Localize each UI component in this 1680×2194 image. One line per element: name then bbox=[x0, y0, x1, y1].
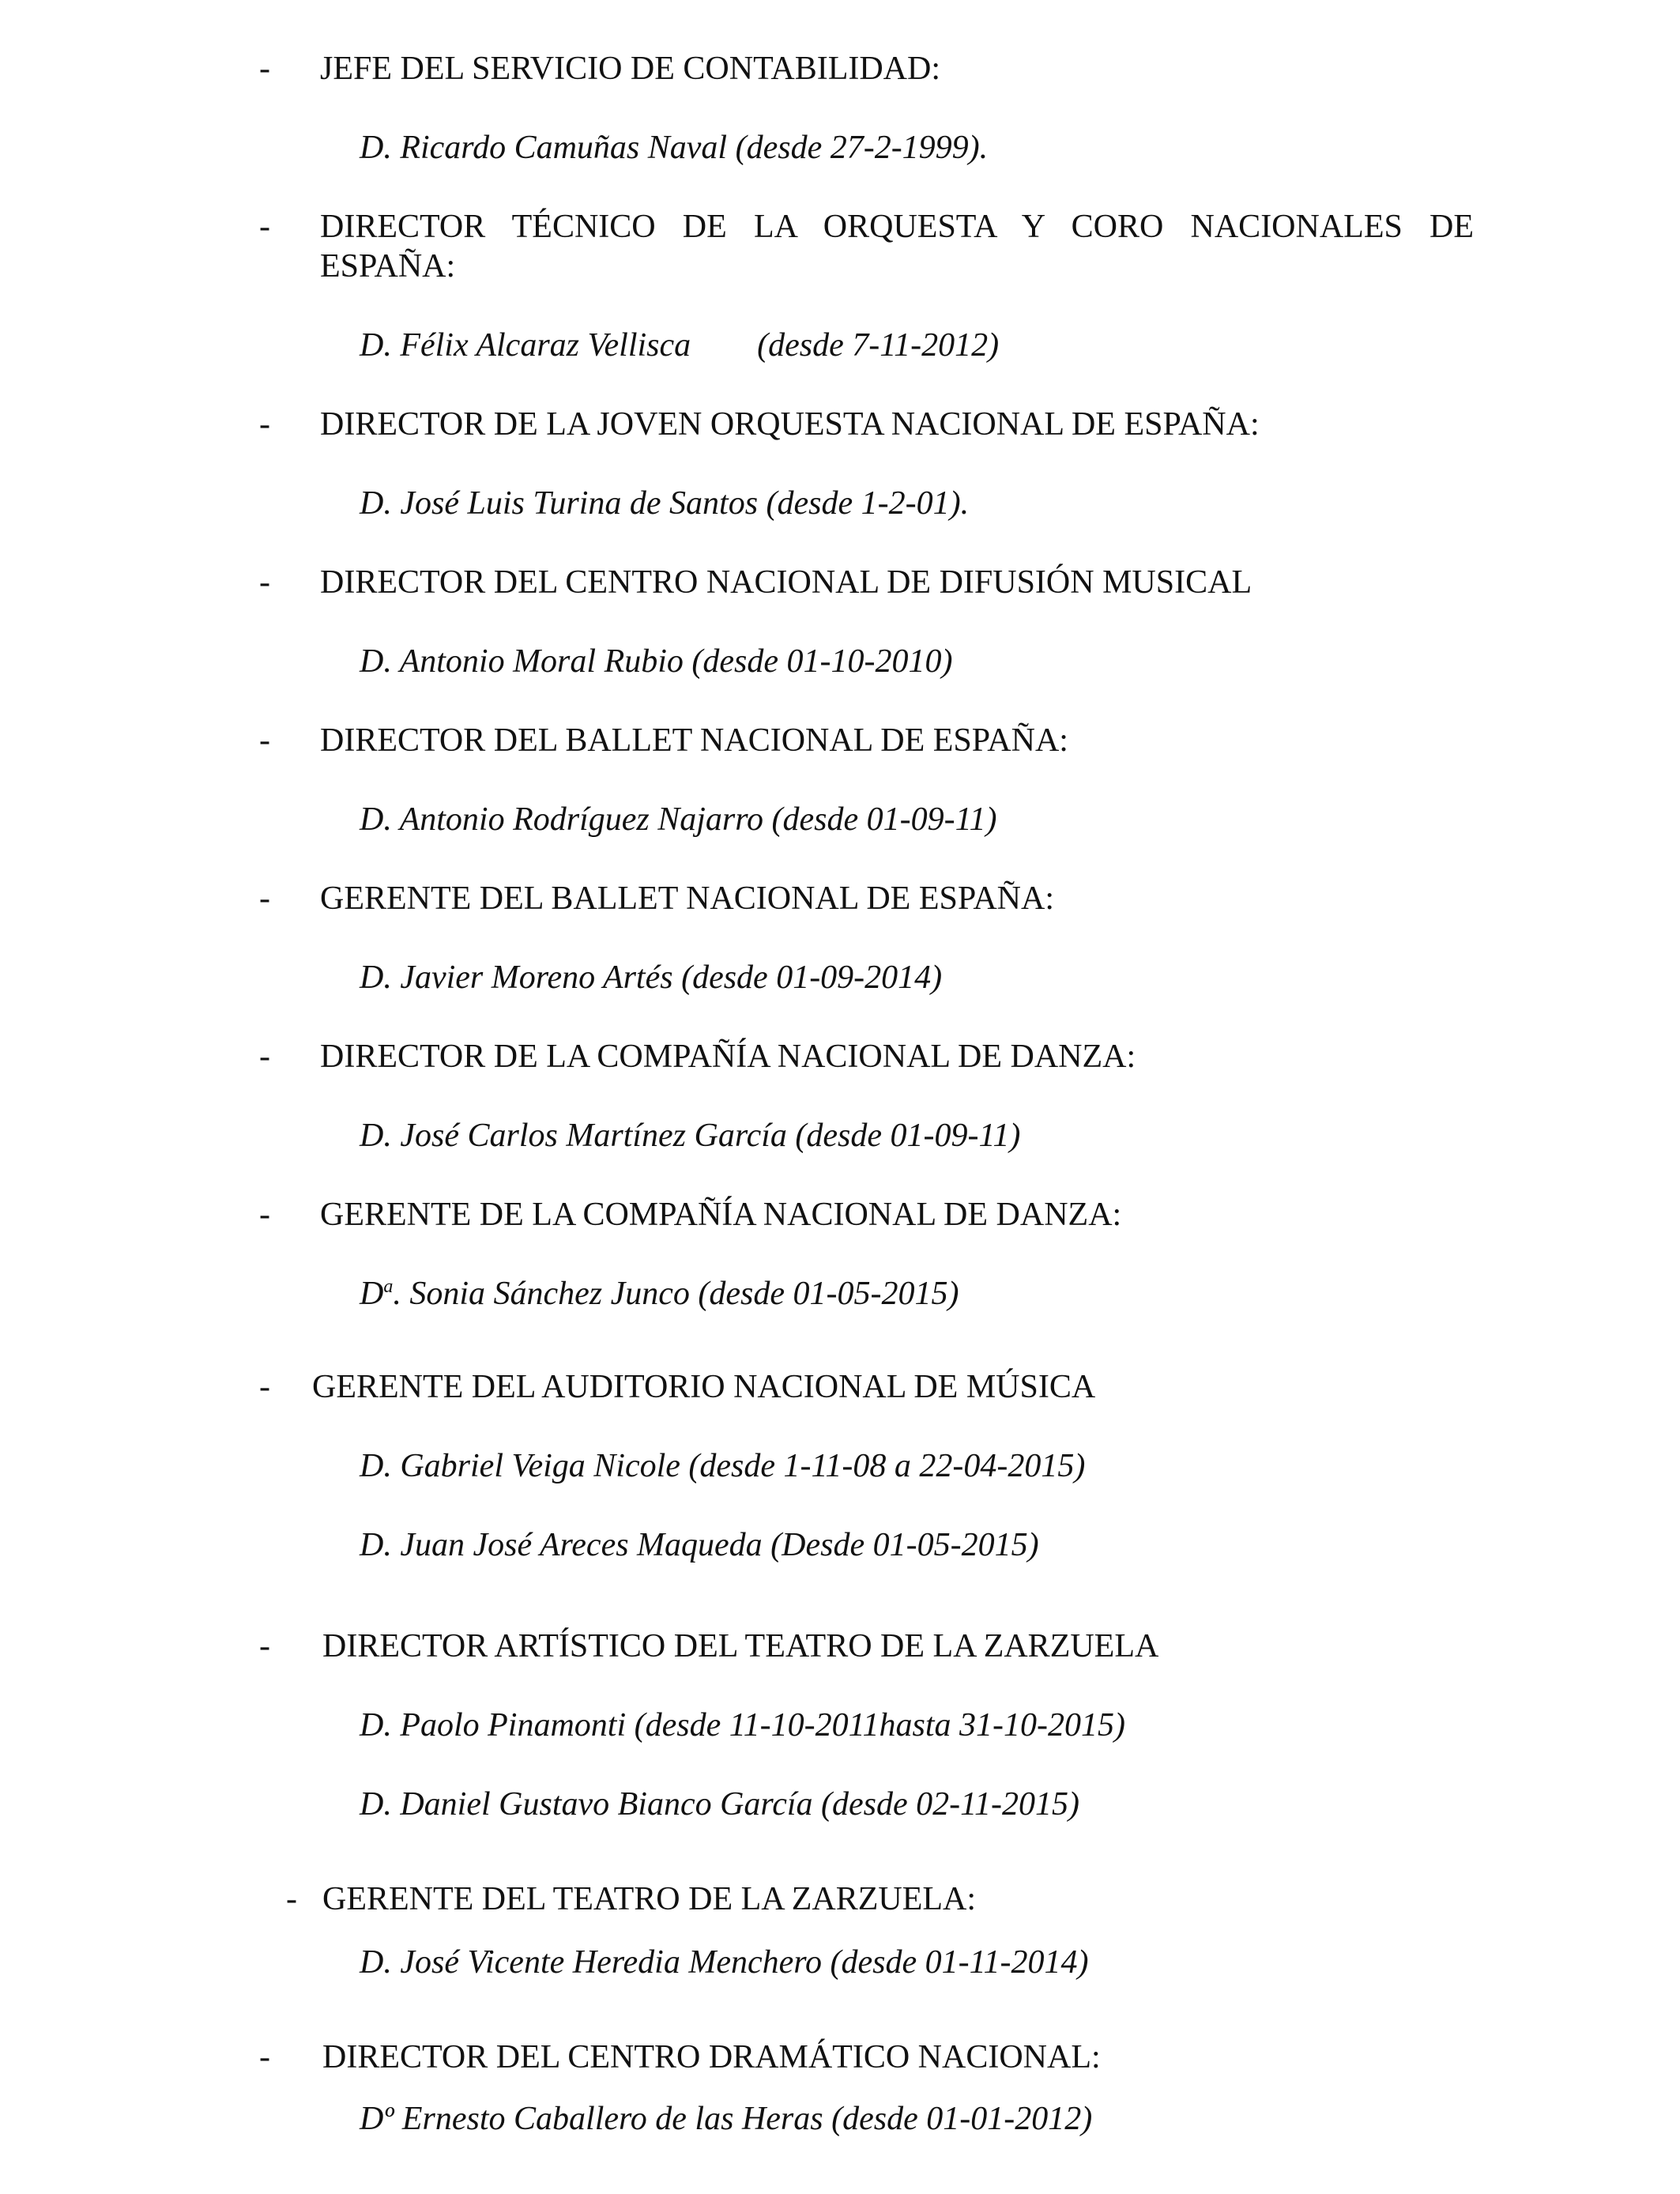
office-holder: D. Daniel Gustavo Bianco García (desde 02-11-2015) bbox=[360, 1786, 1079, 1823]
bullet-dash: - bbox=[259, 1628, 270, 1664]
office-holder: D. Antonio Moral Rubio (desde 01-10-2010) bbox=[360, 643, 953, 680]
position-title: JEFE DEL SERVICIO DE CONTABILIDAD: bbox=[320, 51, 940, 87]
office-holder: Dº Ernesto Caballero de las Heras (desde 01-01-2012) bbox=[360, 2101, 1093, 2137]
bullet-dash: - bbox=[259, 1039, 270, 1075]
name-superscript: a bbox=[383, 1276, 394, 1297]
office-holder: D. Antonio Rodríguez Najarro (desde 01-09-11) bbox=[360, 801, 997, 838]
position-title: DIRECTOR DEL CENTRO DRAMÁTICO NACIONAL: bbox=[322, 2039, 1101, 2075]
bullet-dash: - bbox=[259, 880, 270, 917]
office-holder: D. José Carlos Martínez García (desde 01-09-11) bbox=[360, 1118, 1021, 1154]
bullet-dash: - bbox=[259, 564, 270, 601]
position-title: GERENTE DEL AUDITORIO NACIONAL DE MÚSICA bbox=[312, 1369, 1096, 1405]
position-title-line-2: ESPAÑA: bbox=[320, 248, 456, 285]
position-title: DIRECTOR DE LA COMPAÑÍA NACIONAL DE DANZA: bbox=[320, 1039, 1136, 1075]
position-title: GERENTE DE LA COMPAÑÍA NACIONAL DE DANZA: bbox=[320, 1197, 1122, 1233]
bullet-dash: - bbox=[259, 51, 270, 87]
office-holder: D. José Vicente Heredia Menchero (desde 01-11-2014) bbox=[360, 1944, 1089, 1981]
office-holder: D. Javier Moreno Artés (desde 01-09-2014) bbox=[360, 959, 943, 996]
name-rest: . Sonia Sánchez Junco (desde 01-05-2015) bbox=[393, 1276, 959, 1312]
position-title: DIRECTOR DEL CENTRO NACIONAL DE DIFUSIÓN MUSICAL bbox=[320, 564, 1252, 601]
position-title: GERENTE DEL BALLET NACIONAL DE ESPAÑA: bbox=[320, 880, 1055, 917]
bullet-dash: - bbox=[259, 209, 270, 245]
bullet-dash: - bbox=[259, 1197, 270, 1233]
office-holder bbox=[360, 1274, 959, 1314]
position-title: DIRECTOR DEL BALLET NACIONAL DE ESPAÑA: bbox=[320, 722, 1068, 759]
position-title-line-1: DIRECTOR TÉCNICO DE LA ORQUESTA Y CORO NACIONALES DE bbox=[320, 209, 1474, 245]
bullet-dash: - bbox=[259, 2039, 270, 2075]
office-holder: D. Paolo Pinamonti (desde 11-10-2011hasta 31-10-2015) bbox=[360, 1707, 1125, 1744]
bullet-dash: - bbox=[259, 406, 270, 443]
office-holder: D. Gabriel Veiga Nicole (desde 1-11-08 a 22-04-2015) bbox=[360, 1448, 1086, 1484]
office-holder: D. Juan José Areces Maqueda (Desde 01-05-2015) bbox=[360, 1527, 1039, 1563]
office-holder: D. Félix Alcaraz Vellisca (desde 7-11-2012) bbox=[360, 327, 1000, 364]
position-title: GERENTE DEL TEATRO DE LA ZARZUELA: bbox=[322, 1881, 977, 1917]
office-holder: D. José Luis Turina de Santos (desde 1-2-01). bbox=[360, 485, 970, 522]
office-holder: D. Ricardo Camuñas Naval (desde 27-2-1999). bbox=[360, 130, 989, 166]
name-prefix: D bbox=[360, 1276, 384, 1312]
bullet-dash: - bbox=[286, 1881, 297, 1917]
bullet-dash: - bbox=[259, 1369, 270, 1405]
position-title: DIRECTOR DE LA JOVEN ORQUESTA NACIONAL DE ESPAÑA: bbox=[320, 406, 1260, 443]
bullet-dash: - bbox=[259, 722, 270, 759]
position-title: DIRECTOR ARTÍSTICO DEL TEATRO DE LA ZARZUELA bbox=[322, 1628, 1159, 1664]
